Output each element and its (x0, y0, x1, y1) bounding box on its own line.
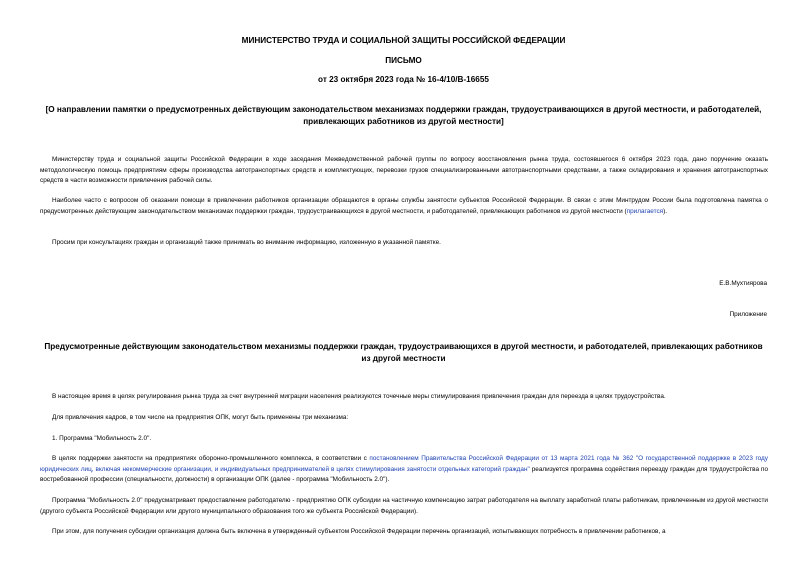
annex-paragraph-5: Программа "Мобильность 2.0" предусматривает предоставление работодателю - предприятию ОПК субсидии на частичную компенсацию затрат работодателя на выплату заработной платы работникам, привлеченным из другой местности (другого субъекта Российской Федерации или другого муниципального образования того же субъекта Российской Федерации). (40, 497, 768, 515)
doc-type-heading: ПИСЬМО (385, 56, 422, 65)
attachment-label: Приложение (729, 311, 767, 318)
resolution-link[interactable]: постановлением Правительства Российской Федерации от 13 марта 2021 года № 362 "О государственной поддержке в 2023 году юридических лиц, включая некоммерческие организации, и индивидуальных предпринимателей в целях стимулирования занятости отдельных категорий граждан" (40, 455, 768, 473)
annex-paragraph-3: 1. Программа "Мобильность 2.0". (52, 435, 152, 442)
subject-heading: [О направлении памятки о предусмотренных действующим законодательством механизмах поддержки граждан, трудоустраивающихся в другой местности, и работодателей, привлекающих работников из другой местности] (45, 105, 762, 126)
letter-paragraph-2-text-a: Наиболее часто с вопросом об оказании помощи в привлечении работников организации обращаются в органы службы занятости субъектов Российской Федерации. В связи с этим Минтрудом России была подготовлена памятка о предусмотренных действующим законодательством механизмах поддержки граждан, трудоустраивающихся в другой местности, и работодателей, привлекающих работников из другой местности ( (40, 197, 768, 215)
attachment-link[interactable]: прилагается (626, 207, 664, 215)
annex-paragraph-4 (40, 454, 768, 486)
annex-paragraph-6: При этом, для получения субсидии организация должна быть включена в утвержденный субъектом Российской Федерации перечень организаций, испытывающих потребность в привлечении работников, а (52, 528, 666, 535)
annex-paragraph-1: В настоящее время в целях регулирования рынка труда за счет внутренней миграции населения реализуются точечные меры стимулирования привлечения граждан для переезда в целях трудоустройства. (52, 393, 666, 400)
annex-title: Предусмотренные действующим законодательством механизмы поддержки граждан, трудоустраивающихся в другой местности, и работодателей, привлекающих работников из другой местности (44, 342, 763, 363)
date-number-heading: от 23 октября 2023 года № 16-4/10/В-16655 (318, 75, 489, 84)
annex-paragraph-4-text-b: реализуется программа содействия переезду граждан для трудоустройства по востребованной профессии (специальности, должности) в организации ОПК (далее - программа "Мобильность 2.0"). (40, 465, 768, 483)
signature: Е.В.Мухтиярова (719, 280, 767, 287)
letter-paragraph-3: Просим при консультациях граждан и организаций также принимать во внимание информацию, изложенную в указанной памятке. (52, 239, 441, 246)
letter-paragraph-2 (40, 196, 768, 217)
annex-paragraph-4-text-a: В целях поддержки занятости на предприятиях оборонно-промышленного комплекса, в соответствии с (52, 455, 370, 462)
annex-paragraph-2: Для привлечения кадров, в том числе на предприятия ОПК, могут быть применены три механизма: (52, 414, 349, 421)
ministry-heading: МИНИСТЕРСТВО ТРУДА И СОЦИАЛЬНОЙ ЗАЩИТЫ РОССИЙСКОЙ ФЕДЕРАЦИИ (241, 36, 566, 45)
letter-paragraph-1: Министерству труда и социальной защиты Российской Федерации в ходе заседания Межведомственной рабочей группы по вопросу восстановления рынка труда, состоявшегося 6 октября 2023 года, дано поручение оказать методологическую помощь предприятиям сферы производства автотранспортных средств и комплектующих, перевозки грузов специализированными автотранспортными средствами, а также складирования и хранения автотранспортных средств в части возможности привлечения рабочей силы. (40, 156, 768, 184)
letter-paragraph-2-text-b: ). (663, 207, 668, 215)
